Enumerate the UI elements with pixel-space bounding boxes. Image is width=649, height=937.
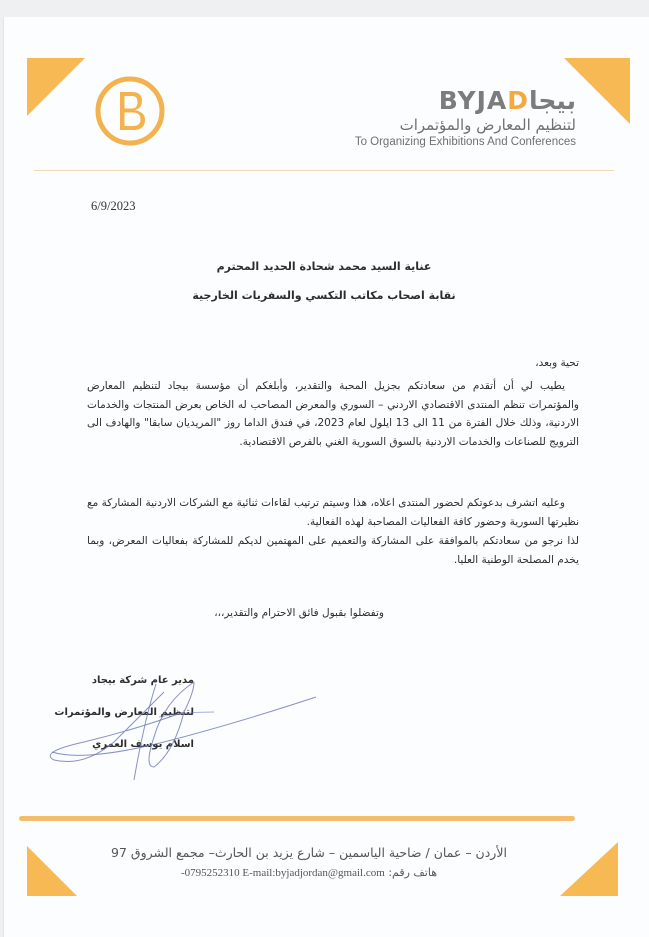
phone-number: 0795252310	[184, 867, 240, 879]
brand-latin-accent: D	[507, 86, 529, 115]
signatory-name: اسلام يوسف العمري	[92, 739, 194, 750]
letter-date: 6/9/2023	[91, 199, 136, 213]
body-paragraph: وعليه اتشرف بدعوتكم لحضور المنتدى اعلاه، هذا وسيتم ترتيب لقاءات ثنائية مع الشركات الاردنية المشاركة مع نظيرتها السورية وحضور كافة الفعاليات المصاحبة لهذه الفعالية.	[87, 497, 579, 528]
email-label: E-mail:	[242, 867, 276, 879]
addressee-organization: نقابة اصحاب مكاتب التكسي والسفريات الخارجية	[192, 289, 456, 302]
greeting: تحية وبعد،	[535, 357, 579, 369]
footer-address: الأردن – عمان / ضاحية الياسمين – شارع يزيد بن الحارث– مجمع الشروق 97	[111, 845, 507, 860]
footer-divider	[19, 816, 575, 821]
circled-b-logo-icon	[94, 75, 166, 147]
brand-block	[304, 87, 576, 149]
closing-line: وتفضلوا بقبول فائق الاحترام والتقدير،،،	[214, 607, 384, 619]
signatory-department: لتنظيم المعارض والمؤتمرات	[54, 707, 194, 718]
corner-triangle-bottom-right	[560, 842, 618, 896]
addressee-name: عناية السيد محمد شحادة الحديد المحترم	[216, 260, 432, 273]
email-address: byjadjordan@gmail.com	[275, 867, 385, 879]
brand-latin-prefix: BYJA	[438, 86, 508, 115]
header-divider	[34, 170, 614, 171]
corner-triangle-top-left	[27, 58, 85, 116]
footer-contact	[84, 864, 534, 882]
contact-numbers: -0795252310 E-mail:byjadjordan@gmail.com	[180, 867, 385, 879]
tagline-english: To Organizing Exhibitions And Conferences	[354, 136, 576, 148]
handwritten-signature-icon	[44, 672, 334, 782]
signatory-title: مدير عام شركة بيجاد	[91, 675, 194, 686]
tagline-arabic: لتنظيم المعارض والمؤتمرات	[399, 116, 576, 134]
brand-arabic: بيجا	[529, 86, 576, 115]
addressee-block	[64, 252, 584, 310]
brand-name	[304, 87, 576, 115]
letter-page	[3, 17, 649, 937]
body-paragraph: يطيب لي أن أتقدم من سعادتكم بجزيل المحبة والتقدير، وأبلغكم أن مؤسسة بيجاد لتنظيم المعارض والمؤتمرات تنظم المنتدى الاقتصادي الاردني – السوري والمعرض المصاحب له الخاص بعرض المنتجات والخدمات الاردنية، وذلك خلال الفترة من 11 الى 13 ايلول لعام 2023، في فندق الداما روز "المريديان سابقا" والهادف الى الترويج للصناعات والخدمات الاردنية بالسوق السورية الغني بالفرص الاقتصادية.	[87, 380, 579, 448]
body-paragraph: لذا نرجو من سعادتكم بالموافقة على المشاركة والتعميم على المهتمين لديكم للمشاركة بفعاليات المعرض، وبما يخدم المصلحة الوطنية العليا.	[87, 535, 579, 566]
corner-triangle-bottom-left	[27, 846, 77, 896]
phone-label: هاتف رقم:	[388, 866, 438, 879]
